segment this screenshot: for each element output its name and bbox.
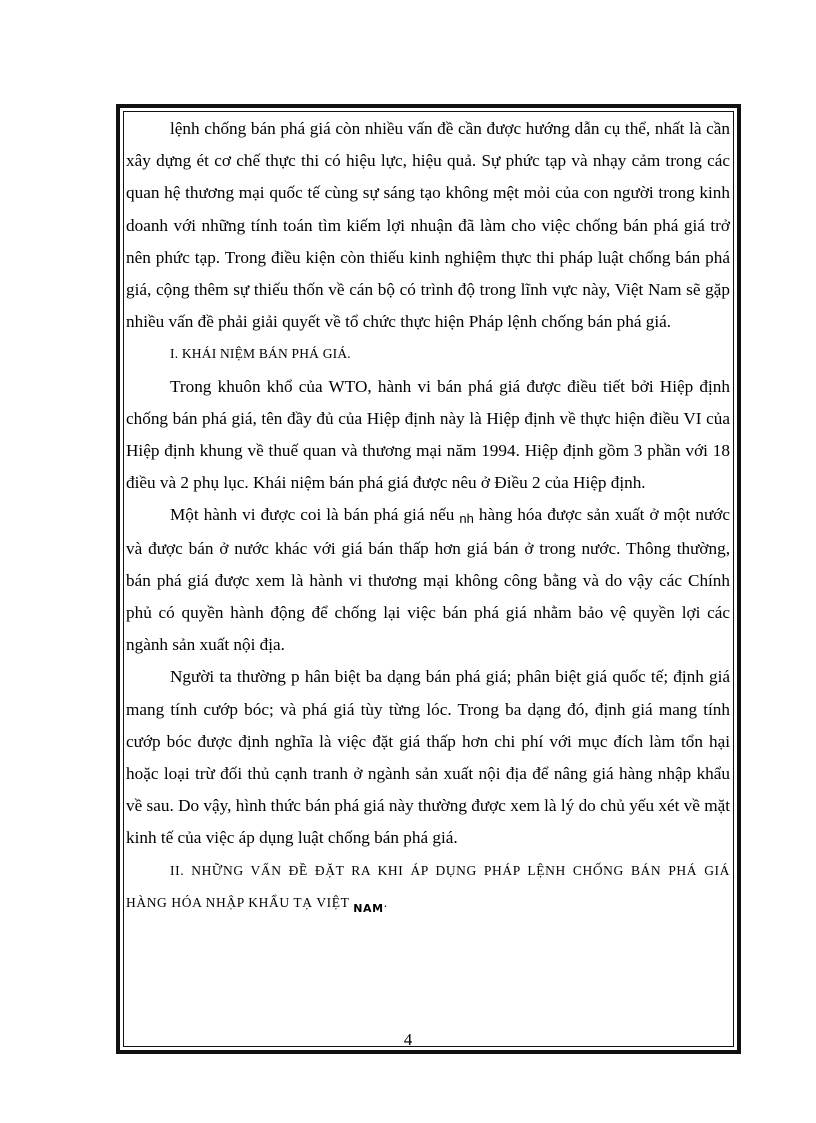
heading2-tail: NAM <box>353 901 384 915</box>
paragraph-types: Người ta thường p hân biệt ba dạng bán phá giá; phân biệt giá quốc tế; định giá mang tính cướp bóc; và phá giá tùy từng lóc. Trong ba dạng đó, định giá mang tính cướp bóc được định nghĩa là việc đặt giá thấp hơn chi phí với mục đích làm tổn hại hoặc loại trừ đối thủ cạnh tranh ở ngành sản xuất nội địa để nâng giá hàng nhập khẩu về sau. Do vậy, hình thức bán phá giá này thường được xem là lý do chủ yếu xét về mặt kinh tế của việc áp dụng luật chống bán phá giá. <box>126 667 730 848</box>
page-number: 4 <box>403 1030 413 1049</box>
heading2-dot: . <box>383 894 388 910</box>
section-heading-2 <box>126 855 730 920</box>
document-body <box>126 113 730 920</box>
para3-end: hàng hóa được sản xuất ở một nước và được bán ở nước khác với giá bán thấp hơn giá bán ở trong nước. Thông thường, bán phá giá được xem là hành vi thương mại không công bằng và do vậy các Chính phủ có quyền hành động để chống lại việc bán phá giá nhằm bảo vệ quyền lợi các ngành sản xuất nội địa. <box>126 505 730 655</box>
section-heading-1: I. KHÁI NIỆM BÁN PHÁ GIÁ. <box>170 346 351 362</box>
paragraph-wto: Trong khuôn khổ của WTO, hành vi bán phá giá được điều tiết bởi Hiệp định chống bán phá giá, tên đầy đủ của Hiệp định này là Hiệp định về thực hiện điều VI của Hiệp định khung về thuế quan và thương mại năm 1994. Hiệp định gồm 3 phần với 18 điều và 2 phụ lục. Khái niệm bán phá giá được nêu ở Điều 2 của Hiệp định. <box>126 376 730 493</box>
paragraph-intro: lệnh chống bán phá giá còn nhiều vấn đề cần được hướng dẫn cụ thể, nhất là cần xây dựng ét cơ chế thực thi có hiệu lực, hiệu quả. Sự phức tạp và nhạy cảm trong các quan hệ thương mại quốc tế cùng sự sáng tạo không mệt mỏi của con người trong kinh doanh với những tính toán tìm kiếm lợi nhuận đã làm cho việc chống bán phá giá trở nên phức tạp. Trong điều kiện còn thiếu kinh nghiệm thực thi pháp luật chống bán phá giá, cộng thêm sự thiếu thốn về cán bộ có trình độ trong lĩnh vực này, Việt Nam sẽ gặp nhiều vấn đề phải giải quyết về tổ chức thực hiện Pháp lệnh chống bán phá giá. <box>126 119 730 332</box>
para3-inline-fragment: nh <box>459 511 474 527</box>
heading2-text: II. NHỮNG VẤN ĐỀ ĐẶT RA KHI ÁP DỤNG PHÁP LỆNH CHỐNG BÁN PHÁ GIÁ HÀNG HÓA NHẬP KHẨU TẠ VIỆT <box>126 862 730 910</box>
paragraph-definition <box>126 499 730 661</box>
para3-start: Một hành vi được coi là bán phá giá nếu <box>170 505 460 525</box>
